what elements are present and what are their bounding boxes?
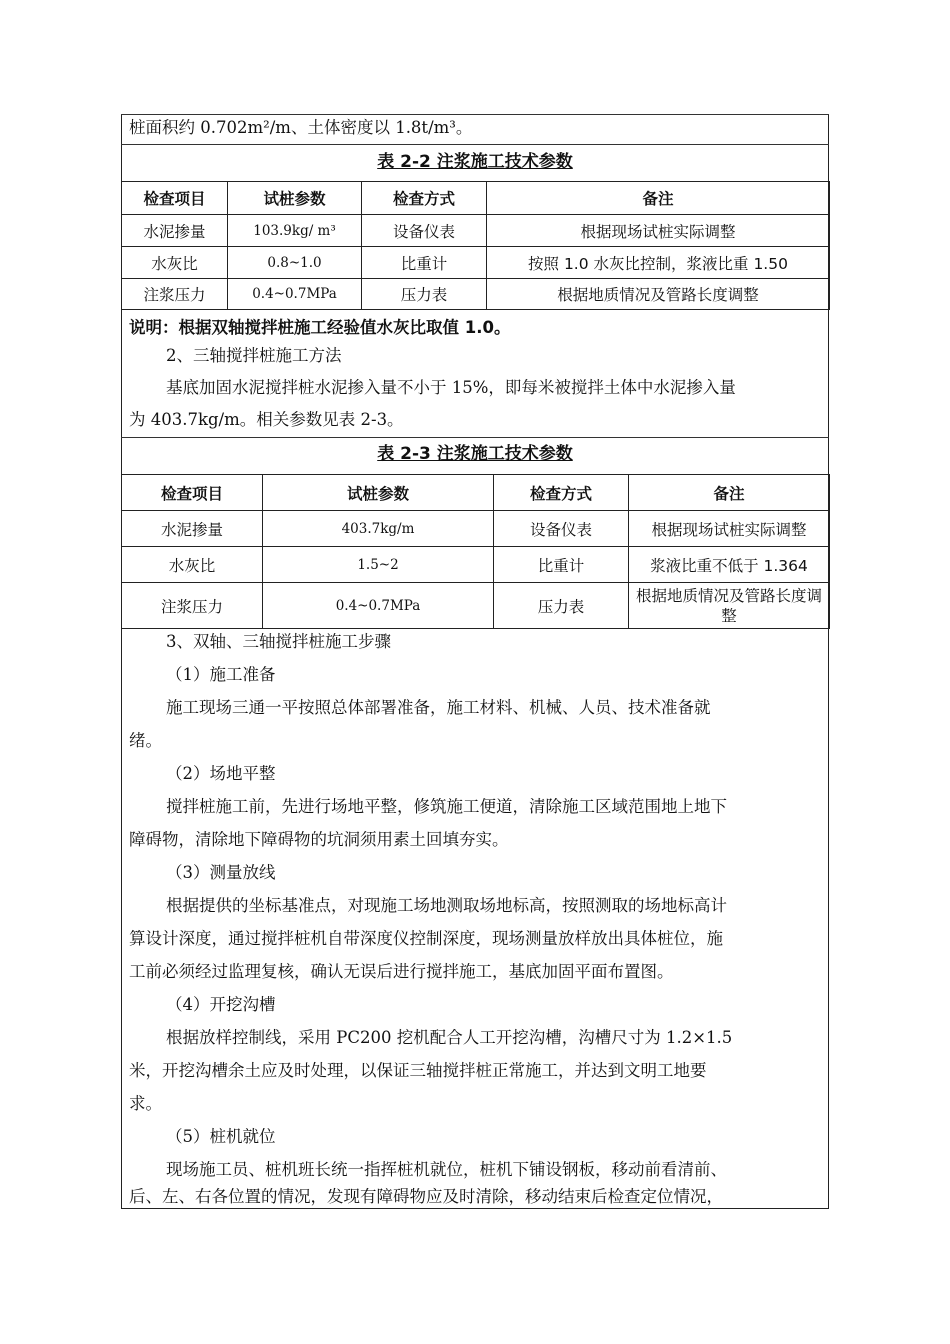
step-title: （4）开挖沟槽 (166, 995, 276, 1014)
table-cell: 403.7kg/m (263, 511, 494, 547)
table-cell: 比重计 (362, 247, 487, 279)
header-cell: 备注 (487, 182, 830, 215)
header-cell: 检查项目 (122, 475, 263, 511)
table-cell: 0.8~1.0 (228, 247, 362, 279)
header-cell: 检查方式 (494, 475, 629, 511)
table-cell: 比重计 (494, 547, 629, 583)
top-border (121, 114, 829, 115)
table-row (122, 215, 830, 247)
table-row (122, 583, 830, 629)
paragraph-line: 算设计深度，通过搅拌桩机自带深度仪控制深度，现场测量放样放出具体桩位，施 (129, 929, 723, 948)
step-title: （3）测量放线 (166, 863, 276, 882)
paragraph-line: 基底加固水泥搅拌桩水泥掺入量不小于 15%，即每米被搅拌土体中水泥掺入量 (166, 378, 736, 397)
table-row (122, 247, 830, 279)
table-cell: 103.9kg/ m³ (228, 215, 362, 247)
paragraph-line: 施工现场三通一平按照总体部署准备，施工材料、机械、人员、技术准备就 (166, 698, 711, 717)
header-cell: 检查方式 (362, 182, 487, 215)
table-cell: 设备仪表 (362, 215, 487, 247)
divider (121, 437, 829, 438)
paragraph-line: 工前必须经过监理复核，确认无误后进行搅拌施工，基底加固平面布置图。 (129, 962, 674, 981)
paragraph-line: 障碍物，清除地下障碍物的坑洞须用素土回填夯实。 (129, 830, 509, 849)
paragraph-line: 根据提供的坐标基准点，对现施工场地测取场地标高，按照测取的场地标高计 (166, 896, 727, 915)
table-cell: 水泥掺量 (122, 511, 263, 547)
table-cell: 压力表 (362, 279, 487, 310)
section-title: 2、三轴搅拌桩施工方法 (166, 346, 342, 365)
table-header-row (122, 182, 830, 215)
section-title: 3、双轴、三轴搅拌桩施工步骤 (166, 632, 391, 651)
table-cell: 浆液比重不低于 1.364 (629, 547, 830, 583)
step-title: （2）场地平整 (166, 764, 276, 783)
paragraph-line: 后、左、右各位置的情况，发现有障碍物应及时清除，移动结束后检查定位情况， (129, 1187, 723, 1206)
paragraph-line: 为 403.7kg/m。相关参数见表 2-3。 (129, 410, 404, 429)
header-cell: 备注 (629, 475, 830, 511)
paragraph-line: 米，开挖沟槽余土应及时处理，以保证三轴搅拌桩正常施工，并达到文明工地要 (129, 1061, 707, 1080)
table-cell: 水灰比 (122, 547, 263, 583)
paragraph-line: 搅拌桩施工前，先进行场地平整，修筑施工便道，清除施工区域范围地上地下 (166, 797, 727, 816)
table-row (122, 279, 830, 310)
table-cell: 根据地质情况及管路长度调整 (629, 583, 830, 629)
paragraph-line: 根据放样控制线，采用 PC200 挖机配合人工开挖沟槽，沟槽尺寸为 1.2×1.5 (166, 1028, 733, 1047)
table-row (122, 511, 830, 547)
table-row (122, 547, 830, 583)
table-cell: 按照 1.0 水灰比控制，浆液比重 1.50 (487, 247, 830, 279)
step-title: （1）施工准备 (166, 665, 276, 684)
table-cell: 0.4~0.7MPa (228, 279, 362, 310)
table-note: 说明：根据双轴搅拌桩施工经验值水灰比取值 1.0。 (129, 318, 511, 337)
table-cell: 根据现场试桩实际调整 (487, 215, 830, 247)
table-cell: 注浆压力 (122, 583, 263, 629)
header-cell: 检查项目 (122, 182, 228, 215)
paragraph-line: 绪。 (129, 731, 162, 750)
paragraph-line: 求。 (129, 1094, 162, 1113)
header-cell: 试桩参数 (263, 475, 494, 511)
table-header-row (122, 475, 830, 511)
table-cell: 注浆压力 (122, 279, 228, 310)
table-cell: 压力表 (494, 583, 629, 629)
table-2-2 (121, 181, 830, 310)
table-cell: 0.4~0.7MPa (263, 583, 494, 629)
paragraph-line: 现场施工员、桩机班长统一指挥桩机就位，桩机下铺设钢板，移动前看清前、 (166, 1160, 727, 1179)
table-cell: 水灰比 (122, 247, 228, 279)
table-caption: 表 2-3 注浆施工技术参数 (377, 444, 573, 464)
step-title: （5）桩机就位 (166, 1127, 276, 1146)
table-cell: 根据地质情况及管路长度调整 (487, 279, 830, 310)
paragraph: 桩面积约 0.702m²/m、土体密度以 1.8t/m³。 (129, 118, 473, 137)
table-2-3 (121, 474, 830, 629)
table-cell: 根据现场试桩实际调整 (629, 511, 830, 547)
table-cell: 水泥掺量 (122, 215, 228, 247)
table-cell: 1.5~2 (263, 547, 494, 583)
divider (121, 144, 829, 145)
header-cell: 试桩参数 (228, 182, 362, 215)
table-cell: 设备仪表 (494, 511, 629, 547)
table-caption: 表 2-2 注浆施工技术参数 (377, 152, 573, 172)
